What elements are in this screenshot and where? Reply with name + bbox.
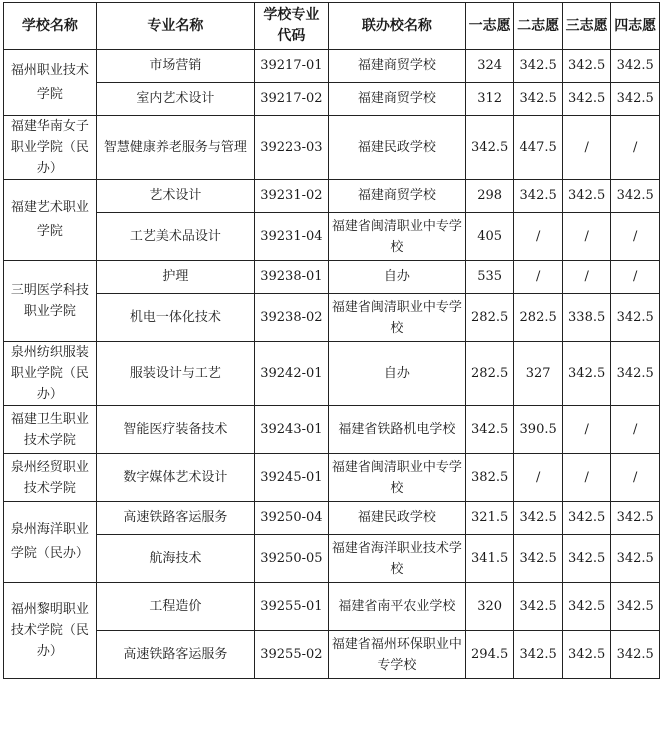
score-choice-3: 342.5 xyxy=(562,50,611,83)
partner-school: 福建省铁路机电学校 xyxy=(328,406,465,454)
score-choice-4: / xyxy=(611,261,660,294)
partner-school: 福建省闽清职业中专学校 xyxy=(328,213,465,261)
table-row xyxy=(4,406,660,454)
major-name: 航海技术 xyxy=(96,535,254,583)
score-choice-2: 282.5 xyxy=(514,294,563,342)
school-name: 福州黎明职业技术学院（民办） xyxy=(4,583,97,679)
partner-school: 福建商贸学校 xyxy=(328,50,465,83)
major-name: 工艺美术品设计 xyxy=(96,213,254,261)
table-header-row xyxy=(4,3,660,50)
major-code: 39250-05 xyxy=(254,535,328,583)
partner-school: 福建省闽清职业中专学校 xyxy=(328,294,465,342)
score-choice-4: / xyxy=(611,406,660,454)
partner-school: 福建民政学校 xyxy=(328,116,465,180)
score-choice-2: 327 xyxy=(514,342,563,406)
table-row xyxy=(4,535,660,583)
major-name: 室内艺术设计 xyxy=(96,83,254,116)
score-choice-2: 342.5 xyxy=(514,502,563,535)
score-choice-1: 320 xyxy=(465,583,514,631)
partner-school: 福建民政学校 xyxy=(328,502,465,535)
score-choice-1: 382.5 xyxy=(465,454,514,502)
major-name: 高速铁路客运服务 xyxy=(96,631,254,679)
score-choice-3: 342.5 xyxy=(562,180,611,213)
table-row xyxy=(4,294,660,342)
header-school: 学校名称 xyxy=(4,3,97,50)
score-choice-2: / xyxy=(514,213,563,261)
table-row xyxy=(4,261,660,294)
header-choice-1: 一志愿 xyxy=(465,3,514,50)
score-choice-4: / xyxy=(611,116,660,180)
partner-school: 自办 xyxy=(328,342,465,406)
score-choice-2: 390.5 xyxy=(514,406,563,454)
score-choice-3: / xyxy=(562,406,611,454)
score-choice-3: 342.5 xyxy=(562,631,611,679)
major-code: 39231-02 xyxy=(254,180,328,213)
table-row xyxy=(4,116,660,180)
score-choice-4: 342.5 xyxy=(611,502,660,535)
header-partner: 联办校名称 xyxy=(328,3,465,50)
table-row xyxy=(4,342,660,406)
score-choice-3: / xyxy=(562,116,611,180)
major-name: 市场营销 xyxy=(96,50,254,83)
score-choice-3: 342.5 xyxy=(562,502,611,535)
table-row xyxy=(4,631,660,679)
score-choice-1: 294.5 xyxy=(465,631,514,679)
major-code: 39231-04 xyxy=(254,213,328,261)
major-name: 高速铁路客运服务 xyxy=(96,502,254,535)
score-choice-2: 342.5 xyxy=(514,583,563,631)
major-code: 39242-01 xyxy=(254,342,328,406)
score-choice-3: / xyxy=(562,454,611,502)
score-choice-4: / xyxy=(611,213,660,261)
partner-school: 福建省南平农业学校 xyxy=(328,583,465,631)
school-name: 泉州经贸职业技术学院 xyxy=(4,454,97,502)
header-code: 学校专业代码 xyxy=(254,3,328,50)
score-choice-1: 312 xyxy=(465,83,514,116)
score-choice-4: 342.5 xyxy=(611,50,660,83)
major-code: 39238-02 xyxy=(254,294,328,342)
score-choice-1: 405 xyxy=(465,213,514,261)
school-name: 泉州海洋职业学院（民办） xyxy=(4,502,97,583)
score-choice-4: 342.5 xyxy=(611,535,660,583)
score-choice-3: 342.5 xyxy=(562,342,611,406)
score-choice-2: 342.5 xyxy=(514,50,563,83)
score-choice-2: 342.5 xyxy=(514,631,563,679)
major-code: 39255-02 xyxy=(254,631,328,679)
score-choice-3: / xyxy=(562,213,611,261)
table-row xyxy=(4,213,660,261)
table-row xyxy=(4,180,660,213)
major-name: 智能医疗装备技术 xyxy=(96,406,254,454)
score-choice-1: 535 xyxy=(465,261,514,294)
partner-school: 福建商贸学校 xyxy=(328,83,465,116)
score-choice-3: 342.5 xyxy=(562,583,611,631)
school-name: 福建卫生职业技术学院 xyxy=(4,406,97,454)
score-choice-2: / xyxy=(514,454,563,502)
admission-score-table xyxy=(3,2,660,679)
score-choice-4: 342.5 xyxy=(611,180,660,213)
score-choice-1: 282.5 xyxy=(465,342,514,406)
major-name: 机电一体化技术 xyxy=(96,294,254,342)
table-row xyxy=(4,583,660,631)
score-choice-4: 342.5 xyxy=(611,294,660,342)
partner-school: 福建省闽清职业中专学校 xyxy=(328,454,465,502)
score-choice-4: 342.5 xyxy=(611,83,660,116)
major-name: 智慧健康养老服务与管理 xyxy=(96,116,254,180)
table-row xyxy=(4,50,660,83)
major-name: 数字媒体艺术设计 xyxy=(96,454,254,502)
partner-school: 福建省海洋职业技术学校 xyxy=(328,535,465,583)
score-choice-3: 338.5 xyxy=(562,294,611,342)
score-choice-1: 321.5 xyxy=(465,502,514,535)
school-name: 福建华南女子职业学院（民办） xyxy=(4,116,97,180)
major-name: 护理 xyxy=(96,261,254,294)
score-choice-2: 447.5 xyxy=(514,116,563,180)
major-code: 39217-01 xyxy=(254,50,328,83)
score-choice-2: 342.5 xyxy=(514,180,563,213)
score-choice-2: 342.5 xyxy=(514,83,563,116)
school-name: 福建艺术职业学院 xyxy=(4,180,97,261)
table-row xyxy=(4,83,660,116)
header-major: 专业名称 xyxy=(96,3,254,50)
header-choice-3: 三志愿 xyxy=(562,3,611,50)
major-name: 服装设计与工艺 xyxy=(96,342,254,406)
major-code: 39255-01 xyxy=(254,583,328,631)
table-row xyxy=(4,454,660,502)
major-name: 艺术设计 xyxy=(96,180,254,213)
school-name: 泉州纺织服装职业学院（民办） xyxy=(4,342,97,406)
major-code: 39223-03 xyxy=(254,116,328,180)
score-choice-4: 342.5 xyxy=(611,583,660,631)
table-row xyxy=(4,502,660,535)
major-code: 39238-01 xyxy=(254,261,328,294)
major-code: 39217-02 xyxy=(254,83,328,116)
score-choice-1: 324 xyxy=(465,50,514,83)
major-code: 39243-01 xyxy=(254,406,328,454)
header-choice-2: 二志愿 xyxy=(514,3,563,50)
major-code: 39250-04 xyxy=(254,502,328,535)
score-choice-2: 342.5 xyxy=(514,535,563,583)
score-choice-1: 342.5 xyxy=(465,116,514,180)
score-choice-3: 342.5 xyxy=(562,83,611,116)
score-choice-1: 282.5 xyxy=(465,294,514,342)
partner-school: 福建省福州环保职业中专学校 xyxy=(328,631,465,679)
score-choice-4: 342.5 xyxy=(611,631,660,679)
score-choice-1: 342.5 xyxy=(465,406,514,454)
score-choice-3: / xyxy=(562,261,611,294)
score-choice-1: 341.5 xyxy=(465,535,514,583)
partner-school: 福建商贸学校 xyxy=(328,180,465,213)
school-name: 福州职业技术学院 xyxy=(4,50,97,116)
school-name: 三明医学科技职业学院 xyxy=(4,261,97,342)
header-choice-4: 四志愿 xyxy=(611,3,660,50)
score-choice-3: 342.5 xyxy=(562,535,611,583)
score-choice-1: 298 xyxy=(465,180,514,213)
major-name: 工程造价 xyxy=(96,583,254,631)
score-choice-4: / xyxy=(611,454,660,502)
partner-school: 自办 xyxy=(328,261,465,294)
score-choice-2: / xyxy=(514,261,563,294)
major-code: 39245-01 xyxy=(254,454,328,502)
score-choice-4: 342.5 xyxy=(611,342,660,406)
